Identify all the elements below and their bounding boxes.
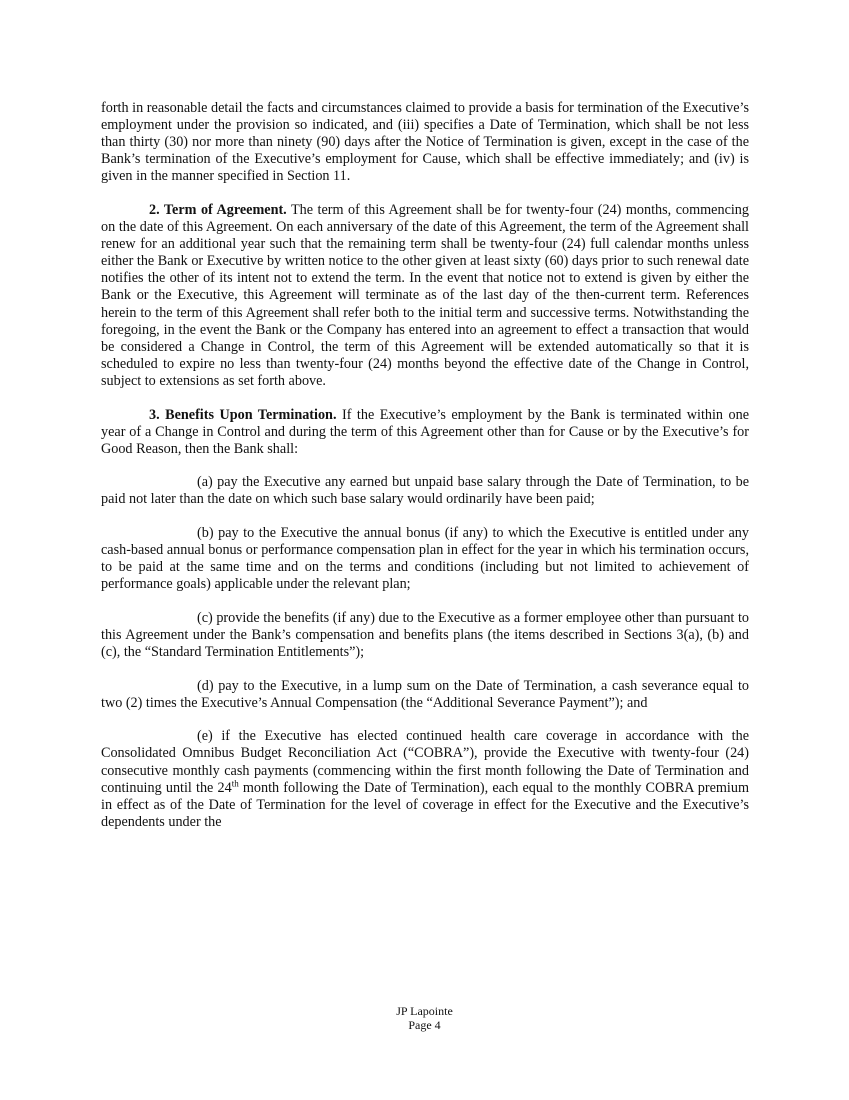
section-3-body: If the Executive’s employment by the Bank is terminated within one year of a Change in Control and during the term of this Agreement other than for Cause or by the Executive’s for Good Reason, then the Bank shall: — [101, 406, 749, 457]
section-2-body: The term of this Agreement shall be for twenty-four (24) months, commencing on the date of this Agreement. On each anniversary of the date of this Agreement, the term of the Agreement shall renew for an additional year such that the remaining term shall be twenty-four (24) full calendar months unless either the Bank or Executive by written notice to the other given at least sixty (60) days prior to such renewal date notifies the other of its intent not to extend the term. In the event that notice not to extend is given by either the Bank or the Executive, this Agreement will terminate as of the last day of the then-current term. References herein to the term of this Agreement shall refer both to the initial term and successive terms. Notwithstanding the foregoing, in the event the Bank or the Company has entered into an agreement to effect a transaction that would be considered a Change in Control, the term of this Agreement will be extended automatically so that it is scheduled to expire no less than twenty-four (24) months beyond the effective date of the Change in Control, subject to extensions as set forth above. — [101, 201, 749, 389]
document-page — [101, 100, 749, 847]
section-3-paragraph — [101, 407, 749, 458]
item-c: (c) provide the benefits (if any) due to the Executive as a former employee other than pursuant to this Agreement under the Bank’s compensation and benefits plans (the items described in Sections 3(a), (b) and (c), the “Standard Termination Entitlements”); — [101, 609, 749, 661]
item-a: (a) pay the Executive any earned but unpaid base salary through the Date of Termination, to be paid not later than the date on which such base salary would ordinarily have been paid; — [101, 474, 749, 508]
section-3-heading: 3. Benefits Upon Termination. — [149, 406, 337, 423]
section-2-paragraph — [101, 202, 749, 390]
paragraph-intro: forth in reasonable detail the facts and circumstances claimed to provide a basis for termination of the Executive’s employment under the provision so indicated, and (iii) specifies a Date of Termination, which shall be not less than thirty (30) nor more than ninety (90) days after the Notice of Termination is given, except in the case of the Bank’s termination of the Executive’s employment for Cause, which shall be effective immediately; and (iv) is given in the manner specified in Section 11. — [101, 100, 749, 185]
item-b: (b) pay to the Executive the annual bonus (if any) to which the Executive is entitled under any cash-based annual bonus or performance compensation plan in effect for the year in which his termination occurs, to be paid at the same time and on the terms and conditions (including but not limited to achievement of performance goals) applicable under the relevant plan; — [101, 524, 749, 593]
footer-name: JP Lapointe — [396, 1004, 453, 1018]
item-e-text-2: month following the Date of Termination), each equal to the monthly COBRA premium in effect as of the Date of Termination for the level of coverage in effect for the Executive and the Executive’s dependents under the — [101, 779, 750, 830]
footer-page-number: Page 4 — [408, 1018, 441, 1032]
item-d: (d) pay to the Executive, in a lump sum on the Date of Termination, a cash severance equal to two (2) times the Executive’s Annual Compensation (the “Additional Severance Payment”); and — [101, 677, 749, 711]
item-e-text-1: (e) if the Executive has elected continued health care coverage in accordance with the Consolidated Omnibus Budget Reconciliation Act (“COBRA”), provide the Executive with twenty-four (24) consecutive monthly cash payments (commencing within the first month following the Date of Termination and continuing until the 24 — [101, 728, 749, 796]
section-2-heading: 2. Term of Agreement. — [149, 201, 287, 218]
item-e-superscript: th — [231, 777, 239, 788]
item-e — [101, 728, 749, 831]
page-footer — [0, 1004, 849, 1032]
